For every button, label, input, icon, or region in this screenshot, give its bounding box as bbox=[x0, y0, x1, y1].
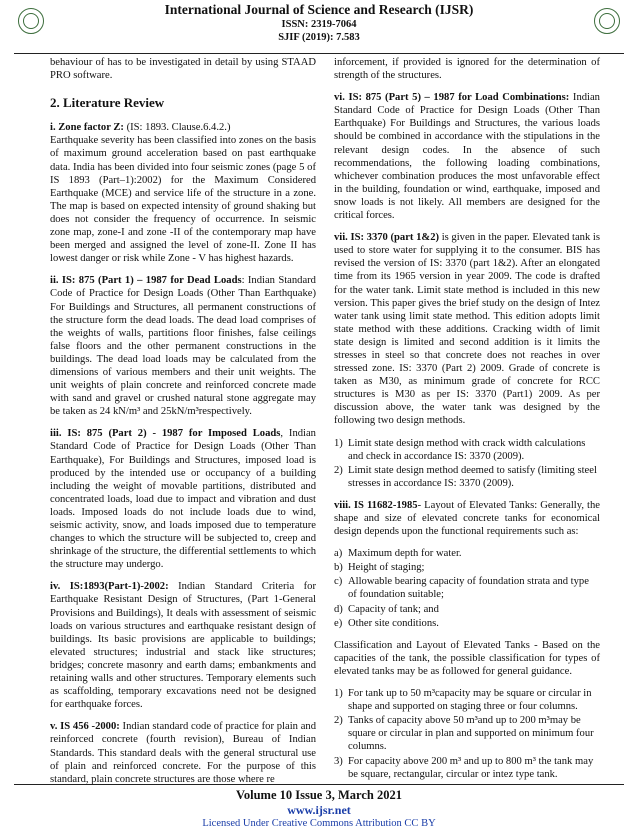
dead-loads-body: : Indian Standard Code of Practice for Design Loads (Other Than Earthquake) For Buildings and Structures, all permanent constructions of the structure form the dead loads. The dead load comprises of the weights of walls, partitions floor finishes, false ceilings false floors and the other permanent constructions in the buildings. The dead load loads may be calculated from the dimensions of various members and their unit weights. The unit weights of plain concrete and reinforced concrete made with sand and gravel or crushed natural stone aggregate may be taken as 24 kN/m³ and 25kN/m³respectively. bbox=[50, 275, 316, 418]
zone-factor-heading: i. Zone factor Z: bbox=[50, 122, 124, 134]
list-text: Other site conditions. bbox=[348, 617, 439, 629]
zone-factor-body: Earthquake severity has been classified into zones on the basis of maximum ground acceleration based on past earthquake data. India has been divided into four seismic zones (page 5 of IS 1893 (Part–1):2002) for the Maximum Considered Earthquake (MCE) and service life of the structure in a zone. The map is based on expected intensity of ground shaking but does not consider the frequency of occurrence. In seismic zone map, zone-I and zone -II of the contemporary map have been merged and assigned the level of zone-II. Zone II has lowest danger or risk while Zone - V has highest hazards. bbox=[50, 135, 316, 265]
is1893-paragraph bbox=[50, 580, 316, 711]
intro-paragraph: behaviour of has to be investigated in detail by using STAAD PRO software. bbox=[50, 57, 316, 82]
zone-factor-paragraph bbox=[50, 121, 316, 265]
list-item bbox=[334, 437, 600, 463]
sjif: SJIF (2019): 7.583 bbox=[278, 32, 360, 43]
is1893-body: Indian Standard Criteria for Earthquake Resistant Design of Structures, (Part 1-General Provisions and Buildings), It deals with assessment of seismic loads on various structures and earthquake resistant design of buildings. Its basic provisions are applicable to buildings; elevated structures; industrial and stack like structures; bridges; concrete masonry and earth dams; embankments and retaining walls and other structures. Temporary elements such as scaffolding, temporary excavations need not be designed for earthquake forces. bbox=[50, 581, 316, 711]
imposed-loads-body: , Indian Standard Code of Practice for Design Loads (Other Than Earthquake), For Buildings and Structures, imposed load is produced by the intended use or occupancy of a building including the weight of movable partitions, distributed and concentrated loads, load due to impact and vibration and dust loads. Imposed loads do not include loads due to wind, seismic activity, snow, and loads imposed due to temperature changes to which the structure will be subjected to, creep and shrinkage of the structure, the differential settlements to which the structure may undergo. bbox=[50, 428, 316, 571]
is456-body: Indian standard code of practice for plain and reinforced concrete (fourth revision), Bureau of Indian Standards. This standard deals with the general structural use of plain and reinforced concrete. For the purpose of this standard, plain concrete structures are those where re bbox=[50, 721, 316, 785]
journal-seal-icon bbox=[18, 8, 44, 34]
page-footer bbox=[0, 788, 638, 830]
is1893-heading: iv. IS:1893(Part-1)-2002: bbox=[50, 581, 169, 593]
continued-paragraph: inforcement, if provided is ignored for the determination of strength of the structures. bbox=[334, 57, 600, 82]
list-item bbox=[334, 714, 600, 753]
left-column bbox=[50, 56, 316, 795]
two-column-body bbox=[50, 56, 600, 795]
footer-rule bbox=[14, 784, 624, 785]
journal-url-link[interactable]: www.ijsr.net bbox=[287, 803, 351, 817]
list-marker: 2) bbox=[334, 715, 343, 727]
capacity-list bbox=[334, 687, 600, 781]
requirements-list bbox=[334, 547, 600, 630]
dead-loads-heading: ii. IS: 875 (Part 1) – 1987 for Dead Loads bbox=[50, 275, 242, 287]
list-item bbox=[334, 687, 600, 713]
is456-paragraph bbox=[50, 720, 316, 785]
list-item bbox=[334, 755, 600, 781]
is456-heading: v. IS 456 -2000: bbox=[50, 721, 120, 733]
list-item bbox=[334, 575, 600, 601]
list-marker: b) bbox=[334, 562, 343, 574]
list-marker: e) bbox=[334, 617, 343, 629]
list-text: Maximum depth for water. bbox=[348, 548, 462, 560]
journal-seal-icon bbox=[594, 8, 620, 34]
list-marker: a) bbox=[334, 548, 343, 560]
imposed-loads-paragraph bbox=[50, 427, 316, 571]
right-column bbox=[334, 56, 600, 795]
is11682-body: - Layout of Elevated Tanks: Generally, the shape and size of elevated concrete tanks for economical design depends upon the functional requirements such as: bbox=[334, 499, 600, 538]
list-marker: 1) bbox=[334, 688, 343, 700]
list-marker: d) bbox=[334, 603, 343, 615]
list-text: Limit state design method with crack width calculations and check in accordance IS: 3370 (2009). bbox=[348, 437, 586, 462]
page-header bbox=[0, 0, 638, 54]
zone-factor-ref: (IS: 1893. Clause.6.4.2.) bbox=[123, 122, 231, 134]
list-marker: 3) bbox=[334, 755, 343, 767]
header-rule bbox=[14, 53, 624, 54]
list-text: Tanks of capacity above 50 m³and up to 200 m³may be square or circular in plan and supported on minimum four columns. bbox=[348, 715, 594, 753]
list-item bbox=[334, 617, 600, 630]
list-marker: 2) bbox=[334, 464, 343, 476]
list-item bbox=[334, 603, 600, 616]
load-combinations-heading: vi. IS: 875 (Part 5) – 1987 for Load Combinations: bbox=[334, 92, 570, 104]
list-text: Capacity of tank; and bbox=[348, 603, 439, 615]
is11682-heading: viii. IS 11682-1985 bbox=[334, 499, 418, 511]
classification-paragraph: Classification and Layout of Elevated Tanks - Based on the capacities of the tank, the possible classification for types of elevated tanks may be as followed for general guidance. bbox=[334, 639, 600, 677]
list-item bbox=[334, 561, 600, 574]
list-marker: c) bbox=[334, 576, 343, 588]
list-text: For capacity above 200 m³ and up to 800 m³ the tank may be square, rectangular, circular or intez type tank. bbox=[348, 755, 594, 780]
list-item bbox=[334, 464, 600, 490]
list-text: For tank up to 50 m³capacity may be square or circular in shape and supported on staging three or four columns. bbox=[348, 688, 592, 713]
load-combinations-paragraph bbox=[334, 91, 600, 222]
journal-title: International Journal of Science and Research (IJSR) bbox=[164, 2, 474, 17]
design-methods-list bbox=[334, 437, 600, 490]
is3370-paragraph bbox=[334, 231, 600, 427]
list-text: Allowable bearing capacity of foundation strata and type of foundation suitable; bbox=[348, 576, 589, 601]
dead-loads-paragraph bbox=[50, 274, 316, 418]
list-text: Height of staging; bbox=[348, 562, 425, 574]
license-link[interactable]: Licensed Under Creative Commons Attribution CC BY bbox=[202, 818, 436, 829]
list-item bbox=[334, 547, 600, 560]
section-title: 2. Literature Review bbox=[50, 95, 165, 111]
imposed-loads-heading: iii. IS: 875 (Part 2) - 1987 for Imposed Loads bbox=[50, 428, 281, 440]
volume-issue: Volume 10 Issue 3, March 2021 bbox=[236, 788, 402, 802]
is11682-paragraph bbox=[334, 499, 600, 538]
load-combinations-body: Indian Standard Code of Practice for Design Loads (Other Than Earthquake) For Buildings and Structures, the various loads should be combined in accordance with the stipulations in the relevant design codes. In the absence of such recommendations, the following loading combinations, whichever combination produces the most unfavorable effect in the building, foundation or wind, earthquake, imposed and snow loads is not likely. All members are designed for the critical forces. bbox=[334, 92, 600, 222]
list-text: Limit state design method deemed to satisfy (limiting steel stresses in accordance IS: 3370 (2009). bbox=[348, 464, 597, 489]
is3370-body: is given in the paper. Elevated tank is used to store water for supplying it to the consumer. BIS has revised the version of IS: 3370 (part 1&2). After an elongated time from its 1965 version in year 2009. The code is drafted for the water tank. Limit state method is included in this new version. This paper gives the brief study on the design of Intez water tank using limit state method. This edition adopts limit state method with these additions. Cracking width of limit state design is limited and second addition is it limits the stresses in steel so that concrete does not reaches in over stressed zone. IS: 3370 (Part 2) 2009. Grade of concrete is taken as M30, as minimum grade of concrete for RCC structures is M30 as per IS: 3370 (Part1) 2009. As per discussion above, the water tank was designed by the following two design methods. bbox=[334, 232, 600, 427]
issn: ISSN: 2319-7064 bbox=[281, 19, 357, 30]
is3370-heading: vii. IS: 3370 (part 1&2) bbox=[334, 232, 440, 244]
list-marker: 1) bbox=[334, 437, 343, 449]
